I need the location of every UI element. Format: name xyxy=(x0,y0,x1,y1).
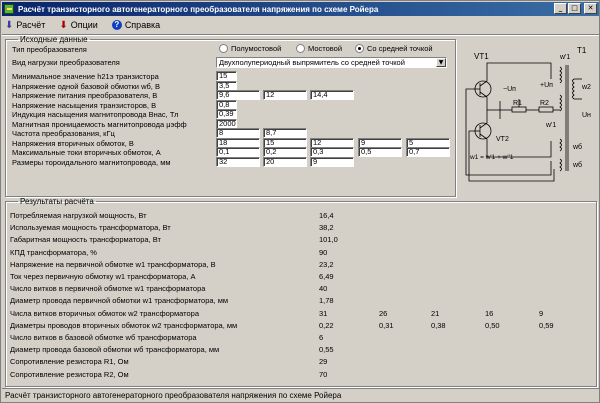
menu-calc[interactable] xyxy=(3,20,47,31)
result-value: 1,78 xyxy=(319,296,334,306)
vt2-label: VT2 xyxy=(496,136,509,143)
input-field[interactable]: 32 xyxy=(216,157,260,167)
input-field[interactable]: 20 xyxy=(263,157,307,167)
input-field[interactable]: 9 xyxy=(310,157,354,167)
title-bar[interactable] xyxy=(2,2,599,16)
result-row-label: Диаметр провода базовой обмотки wб трансформатора, мм xyxy=(10,345,220,355)
menu-bar xyxy=(3,17,162,33)
app-icon xyxy=(4,4,14,14)
r2-label: R2 xyxy=(540,100,549,107)
menu-options-label: Опции xyxy=(70,20,98,30)
load-type-label: Вид нагрузки преобразователя xyxy=(12,58,120,67)
result-value: 0,55 xyxy=(319,345,334,355)
w1-bottom-label: w'1 xyxy=(546,122,557,129)
result-row-label: Числа витков вторичных обмоток w2 трансформатора xyxy=(10,308,199,318)
input-field[interactable]: 9,6 xyxy=(216,90,260,100)
result-row-label: Сопротивление резистора R2, Ом xyxy=(10,369,129,379)
result-value: 6 xyxy=(319,333,324,342)
vt1-label: VT1 xyxy=(474,52,489,61)
load-type-select[interactable] xyxy=(216,57,447,68)
radio-half-bridge-circle xyxy=(219,44,228,53)
w1-top-label: w'1 xyxy=(560,54,571,61)
result-row-label: Потребляемая нагрузкой мощность, Вт xyxy=(10,211,147,220)
load-type-value: Двухполупериодный выпрямитель со средней точкой xyxy=(219,58,405,67)
result-value: 90 xyxy=(319,247,328,257)
input-data-legend: Исходные данные xyxy=(20,35,88,44)
winding-formula: w1 = w'1 + w''1 xyxy=(470,154,514,161)
result-value: 0,22 xyxy=(319,320,334,330)
result-value: 21 xyxy=(431,308,440,318)
input-field[interactable]: 8 xyxy=(216,128,260,138)
input-row-label: Минимальное значение h21э транзистора xyxy=(12,72,159,81)
result-row-label: Напряжение на первичной обмотке w1 трансформатора, В xyxy=(10,259,216,269)
royer-circuit-schematic xyxy=(456,39,597,197)
radio-center-tap-label: Со средней точкой xyxy=(367,44,433,53)
plus-u-label: +Uп xyxy=(540,82,553,89)
radio-center-tap-circle xyxy=(355,44,364,53)
input-field[interactable]: 9 xyxy=(358,138,402,148)
input-row-label: Напряжение насыщения транзисторов, В xyxy=(12,100,157,110)
t1-label: T1 xyxy=(577,46,587,55)
input-row-label: Напряжение питания преобразователя, В xyxy=(12,91,158,100)
result-value: 0,38 xyxy=(431,320,446,330)
result-row-label: Используемая мощность трансформатора, Вт xyxy=(10,223,171,233)
result-value: 16 xyxy=(485,308,494,318)
result-value: 16,4 xyxy=(319,211,334,220)
minus-u-label: −Uп xyxy=(503,86,516,93)
input-field[interactable]: 8,7 xyxy=(263,128,307,138)
options-icon: ⬇ xyxy=(59,19,68,31)
menu-options[interactable] xyxy=(57,20,99,31)
calc-icon: ⬇ xyxy=(5,19,14,31)
result-row-label: Сопротивление резистора R1, Ом xyxy=(10,357,129,367)
r1-label: R1 xyxy=(513,100,522,107)
input-field[interactable]: 2000 xyxy=(216,119,237,129)
result-row-label: Габаритная мощность трансформатора, Вт xyxy=(10,235,161,245)
result-value: 26 xyxy=(379,308,388,318)
status-bar: Расчёт транзисторного автогенераторного преобразователя напряжения по схеме Ройера xyxy=(2,388,599,402)
result-value: 40 xyxy=(319,284,328,294)
input-field[interactable]: 0,39 xyxy=(216,109,237,119)
result-value: 9 xyxy=(539,308,544,318)
maximize-button[interactable]: □ xyxy=(568,3,581,14)
input-row-label: Напряжения вторичных обмоток, В xyxy=(12,138,134,148)
input-field[interactable]: 3,5 xyxy=(216,81,237,91)
menu-calc-label: Расчёт xyxy=(16,20,46,30)
input-field[interactable]: 0,1 xyxy=(216,147,260,157)
input-field[interactable]: 0,7 xyxy=(406,147,450,157)
result-row-label: Число витков в первичной обмотке w1 трансформатора xyxy=(10,284,206,294)
result-row-label: Диаметры проводов вторичных обмоток w2 трансформатора, мм xyxy=(10,320,238,330)
result-value: 70 xyxy=(319,369,328,379)
radio-center-tap[interactable] xyxy=(355,44,433,53)
result-row-label: КПД трансформатора, % xyxy=(10,247,97,257)
result-row-label: Диаметр провода первичной обмотки w1 трансформатора, мм xyxy=(10,296,229,306)
radio-half-bridge-label: Полумостовой xyxy=(231,44,282,53)
input-field[interactable]: 12 xyxy=(310,138,354,148)
input-row-label: Магнитная проницаемость магнитопровода μэфф xyxy=(12,119,187,129)
input-row-label: Размеры тороидального магнитопровода, мм xyxy=(12,157,171,167)
minimize-button[interactable]: _ xyxy=(554,3,567,14)
wb1-label: wб xyxy=(573,144,583,151)
input-row-label: Индукция насыщения магнитопровода Внас, Тл xyxy=(12,110,179,119)
input-row-label: Максимальные токи вторичных обмоток, А xyxy=(12,148,161,157)
window-controls xyxy=(554,3,597,14)
result-value: 0,50 xyxy=(485,320,500,330)
wb2-label: wб xyxy=(573,162,583,169)
result-value: 101,0 xyxy=(319,235,338,245)
result-value: 31 xyxy=(319,308,328,318)
input-row-label: Частота преобразования, кГц xyxy=(12,129,115,138)
input-field[interactable]: 12 xyxy=(263,90,307,100)
chevron-down-icon[interactable]: ▼ xyxy=(436,58,446,67)
help-icon: ? xyxy=(112,20,122,30)
radio-bridge[interactable] xyxy=(296,44,342,53)
input-field[interactable]: 15 xyxy=(263,138,307,148)
close-button[interactable]: ✕ xyxy=(584,3,597,14)
result-value: 0,59 xyxy=(539,320,554,330)
input-row-label: Напряжение одной базовой обмотки wб, В xyxy=(12,81,160,91)
input-field[interactable]: 0,8 xyxy=(216,100,237,110)
result-row-label: Число витков в базовой обмотке wб трансформатора xyxy=(10,333,197,342)
results-legend: Результаты расчёта xyxy=(20,197,94,206)
input-field[interactable]: 0,2 xyxy=(263,147,307,157)
w2-label: w2 xyxy=(582,84,591,91)
input-field[interactable]: 18 xyxy=(216,138,260,148)
result-value: 0,31 xyxy=(379,320,394,330)
result-value: 6,49 xyxy=(319,272,334,281)
menu-help[interactable] xyxy=(110,20,162,30)
radio-bridge-label: Мостовой xyxy=(308,44,343,53)
radio-bridge-circle xyxy=(296,44,305,53)
result-value: 29 xyxy=(319,357,328,367)
menu-help-label: Справка xyxy=(124,20,161,30)
result-value: 23,2 xyxy=(319,259,334,269)
un-label: Uн xyxy=(582,112,591,119)
input-field[interactable]: 15 xyxy=(216,71,237,81)
converter-type-label: Тип преобразователя xyxy=(12,45,87,54)
input-field[interactable]: 0,3 xyxy=(310,147,354,157)
input-field[interactable]: 5 xyxy=(406,138,450,148)
radio-half-bridge[interactable] xyxy=(219,44,281,53)
result-value: 38,2 xyxy=(319,223,334,233)
window-title: Расчёт транзисторного автогенераторного преобразователя напряжения по схеме Ройера xyxy=(18,4,379,14)
result-row-label: Ток через первичную обмотку w1 трансформатора, А xyxy=(10,272,196,281)
input-field[interactable]: 0,5 xyxy=(358,147,402,157)
input-field[interactable]: 14,4 xyxy=(310,90,354,100)
